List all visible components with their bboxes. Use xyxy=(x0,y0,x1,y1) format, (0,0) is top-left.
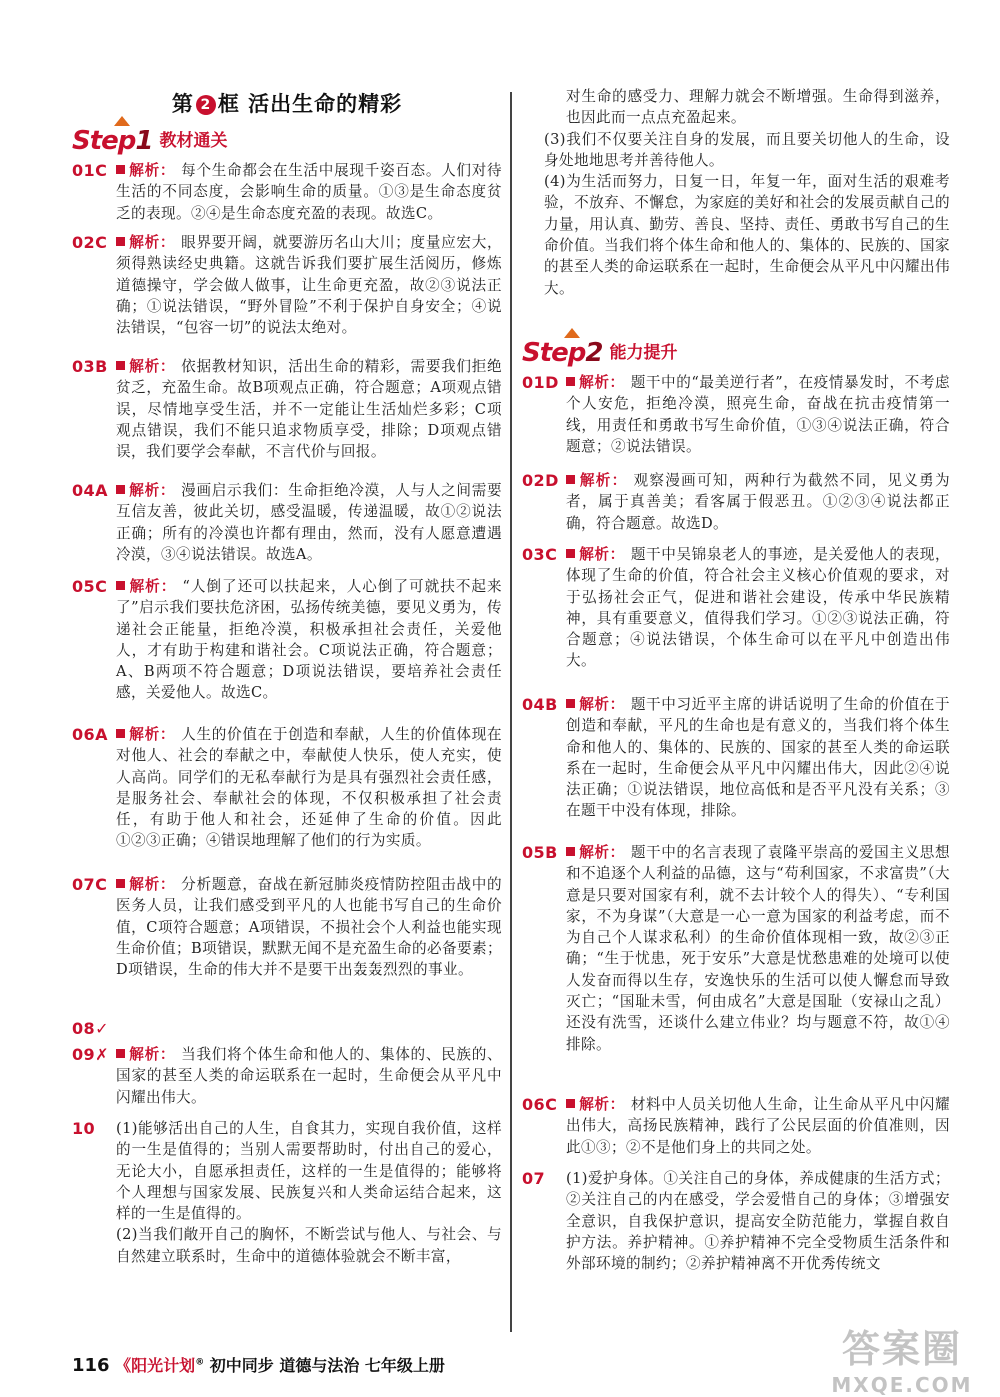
q-number: 05 xyxy=(522,843,546,862)
watermark xyxy=(812,1318,992,1397)
q10-part3: (3)我们不仅要关注自身的发展，而且要关切他人的生命，设身处地地思考并善待他人。 xyxy=(544,130,950,169)
jiexi-label: 解析： xyxy=(116,358,175,375)
q-answer: C xyxy=(95,577,108,596)
q-number: 01 xyxy=(522,373,546,392)
right-q03 xyxy=(522,544,950,672)
jiexi-label: 解析： xyxy=(116,1046,175,1063)
q10-part2: (2)当我们敞开自己的胸怀，不断尝试与他人、与社会、与自然建立联系时，生命中的道德体验就会不断丰富， xyxy=(116,1226,502,1265)
q-answer: C xyxy=(545,1095,558,1114)
left-q10 xyxy=(72,1118,502,1267)
q-number: 04 xyxy=(522,695,546,714)
page-number: 116 xyxy=(72,1355,110,1376)
q-answer: A xyxy=(95,481,108,500)
q-explanation: 依据教材知识，活出生命的精彩，需要我们拒绝贫乏，充盈生命。故B项观点正确，符合题意；A项观点错误，尽情地享受生活，并不一定能让生活灿烂多彩；C项观点错误，我们不能只追求物质享受，排除；D项观点错误，我们要学会奉献，不言代价与回报。 xyxy=(116,358,502,461)
jiexi-label: 解析： xyxy=(566,374,625,391)
q-answer: C xyxy=(95,875,108,894)
right-q10-cont xyxy=(522,86,950,299)
q-number: 05 xyxy=(72,577,96,596)
q-explanation: 漫画启示我们：生命拒绝冷漠，人与人之间需要互信友善，彼此关切，感受温暖，传递温暖，故①②说法正确；所有的冷漠也许都有理由，然而，没有人愿意遭遇冷漠，③④说法错误。故选A。 xyxy=(116,482,502,563)
step1-header xyxy=(72,126,228,156)
q-number: 02 xyxy=(522,471,546,490)
step2-num: 2 xyxy=(585,338,604,368)
q-number: 07 xyxy=(72,875,96,894)
q-answer: D xyxy=(545,471,559,490)
check-icon: ✓ xyxy=(95,1019,109,1038)
q-explanation: 题干中的“最美逆行者”，在疫情暴发时，不考虑个人安危，拒绝冷漠，照亮生命，奋战在抗击疫情第一线，用责任和勇敢书写生命价值，①③④说法正确，符合题意；②说法错误。 xyxy=(566,374,950,455)
q-number: 06 xyxy=(522,1095,546,1114)
q-answer: A xyxy=(95,725,108,744)
step-hat-icon xyxy=(114,116,130,126)
q-number: 03 xyxy=(522,545,546,564)
jiexi-label: 解析： xyxy=(566,844,625,861)
q-number: 01 xyxy=(72,161,96,180)
q-explanation: 题干中的名言表现了袁隆平崇高的爱国主义思想和不追逐个人利益的品德，这与“苟利国家，不求富贵”（大意是只要对国家有利，就不去计较个人的得失）、“专利国家，不为身谋”（大意是一心一意为国家的利益考虑，而不为自己个人谋求私利）的生命价值体现相一致，故②③正确；“生于忧患，死于安乐”大意是忧愁患难的处境可以使人发奋而得以生存，安逸快乐的生活可以使人懈怠而导致灭亡；“国耻未雪，何由成名”大意是国耻（安禄山之乱）还没有洗雪，还谈什么建立伟业？均与题意不符，故①④排除。 xyxy=(566,844,950,1053)
q-answer: B xyxy=(95,357,108,376)
left-q01 xyxy=(72,160,502,224)
step1-num: 1 xyxy=(135,126,154,156)
left-q02 xyxy=(72,232,502,338)
right-q05 xyxy=(522,842,950,1055)
jiexi-label: 解析： xyxy=(566,1096,625,1113)
q-number: 03 xyxy=(72,357,96,376)
q-answer: B xyxy=(545,695,558,714)
jiexi-label: 解析： xyxy=(116,726,175,743)
q10-part1: (1)能够活出自己的人生，自食其力，实现自我价值，这样的一生是值得的；当别人需要帮助时，付出自己的爱心，无论大小，自愿承担责任，这样的一生是值得的；能够将个人理想与国家发展、民族复兴和人类命运结合起来，这样的一生是值得的。 xyxy=(116,1120,502,1223)
right-q02 xyxy=(522,470,950,534)
brand-name: 阳光计划 xyxy=(131,1356,196,1375)
column-divider xyxy=(510,92,512,1332)
jiexi-label: 解析： xyxy=(566,696,625,713)
right-q04 xyxy=(522,694,950,822)
q-explanation: 题干中吴锦泉老人的事迹，是关爱他人的表现，体现了生命的价值，符合社会主义核心价值观的要求，对于弘扬社会正气，促进和谐社会建设，传承中华民族精神，具有重要意义，值得我们学习。①②③说法正确，符合题意；④说法错误，个体生命可以在平凡中创造出伟大。 xyxy=(566,546,950,670)
left-q05 xyxy=(72,576,502,704)
q-answer: C xyxy=(95,233,108,252)
step1-word: Step xyxy=(72,126,136,156)
jiexi-label: 解析： xyxy=(116,234,175,251)
double-arrow-icon: 《 xyxy=(115,1356,132,1375)
q-explanation: 眼界要开阔，就要游历名山大川；度量应宏大，须得熟读经史典籍。这就告诉我们要扩展生活阅历，修炼道德操守，学会做人做事，让生命更充盈，故②③说法正确；①说法错误，“野外冒险”不利于保护自身安全；④说法错误，“包容一切”的说法太绝对。 xyxy=(116,234,502,337)
q-explanation: 当我们将个体生命和他人的、集体的、民族的、国家的甚至人类的命运联系在一起时，生命便会从平凡中闪耀出伟大。 xyxy=(116,1046,502,1106)
q-answer: C xyxy=(545,545,558,564)
q-explanation: 分析题意，奋战在新冠肺炎疫情防控阻击战中的医务人员，让我们感受到平凡的人也能书写自己的生命价值，C项符合题意；A项错误，不损社会个人利益也能实现生命价值；B项错误，默默无闻不是充盈生命的必备要素；D项错误，生命的伟大并不是要干出轰轰烈烈的事业。 xyxy=(116,876,502,979)
q-answer: C xyxy=(95,161,108,180)
q10-part2-cont: 对生命的感受力、理解力就会不断增强。生命得到滋养，也因此而一点点充盈起来。 xyxy=(566,88,950,127)
q-explanation: 每个生命都会在生活中展现千姿百态。人们对待生活的不同态度，会影响生命的质量。①③是生命态度贫乏的表现。②④是生命态度充盈的表现。故选C。 xyxy=(116,162,502,222)
step2-word: Step xyxy=(522,338,586,368)
jiexi-label: 解析： xyxy=(116,482,175,499)
step2-label: 能力提升 xyxy=(609,343,678,363)
watermark-line2: MXQE.COM xyxy=(831,1373,973,1397)
q-explanation: 题干中习近平主席的讲话说明了生命的价值在于创造和奉献，平凡的生命也是有意义的，当我们将个体生命和他人的、集体的、民族的、国家的甚至人类的命运联系在一起时，生命便会从平凡中闪耀出伟大，因此②④说法正确；①说法错误，地位高低和是否平凡没有关系；③在题干中没有体现，排除。 xyxy=(566,696,950,820)
page-footer xyxy=(72,1353,445,1376)
left-q04 xyxy=(72,480,502,565)
right-q07 xyxy=(522,1168,950,1274)
q-answer: D xyxy=(545,373,559,392)
q-explanation: 人生的价值在于创造和奉献，人生的价值体现在对他人、社会的奉献之中，奉献使人快乐，使人充实，使人高尚。同学们的无私奉献行为是具有强烈社会责任感，是服务社会、奉献社会的体现，不仅积极承担了社会责任，有助于他人和社会，还延伸了生命的价值。因此①②③正确；④错误地理解了他们的行为实质。 xyxy=(116,726,502,850)
q10-part4: (4)为生活而努力，日复一日，年复一年，面对生活的艰难考验，不放弃、不懈怠，为家庭的美好和社会的发展贡献自己的力量，用认真、勤劳、善良、坚持、责任、勇敢书写自己的生命价值。当我们将个体生命和他人的、集体的、民族的、国家的甚至人类的命运联系在一起时，生命便会从平凡中闪耀出伟大。 xyxy=(544,173,950,297)
left-q06 xyxy=(72,724,502,852)
cross-icon: ✗ xyxy=(95,1045,109,1064)
q-number: 04 xyxy=(72,481,96,500)
step1-label: 教材通关 xyxy=(159,131,228,151)
jiexi-label: 解析： xyxy=(116,876,175,893)
q-number: 10 xyxy=(72,1119,96,1138)
q-answer: B xyxy=(545,843,558,862)
jiexi-label: 解析： xyxy=(116,162,175,179)
step2-header xyxy=(522,338,678,368)
left-q03 xyxy=(72,356,502,462)
left-q07 xyxy=(72,874,502,980)
jiexi-label: 解析： xyxy=(116,578,176,595)
step-hat-icon xyxy=(564,328,580,338)
registered-mark: ® xyxy=(195,1357,205,1368)
q-number: 07 xyxy=(522,1169,546,1188)
title-suffix: 框 活出生命的精彩 xyxy=(217,92,403,116)
q-number: 06 xyxy=(72,725,96,744)
title-badge: 2 xyxy=(196,95,216,115)
title-prefix: 第 xyxy=(171,92,194,116)
right-q01 xyxy=(522,372,950,457)
watermark-line1: 答案圈 xyxy=(841,1327,962,1371)
q-explanation: (1)爱护身体。①关注自己的身体，养成健康的生活方式；②关注自己的内在感受，学会爱惜自己的身体；③增强安全意识，自我保护意识，提高安全防范能力，掌握自救自护方法。养护精神。①养护精神不完全受物质生活条件和外部环境的制约；②养护精神离不开优秀传统文 xyxy=(566,1170,950,1273)
left-q09 xyxy=(72,1044,502,1108)
book-title: 初中同步 道德与法治 七年级上册 xyxy=(209,1356,445,1375)
q-number: 09 xyxy=(72,1045,96,1064)
right-q06 xyxy=(522,1094,950,1158)
q-explanation: 材料中人员关切他人生命，让生命从平凡中闪耀出伟大，高扬民族精神，践行了公民层面的价值准则，因此①③；②不是他们身上的共同之处。 xyxy=(566,1096,950,1156)
page-title xyxy=(72,88,502,118)
jiexi-label: 解析： xyxy=(566,472,627,489)
q-number: 02 xyxy=(72,233,96,252)
q-explanation: “人倒了还可以扶起来，人心倒了可就扶不起来了”启示我们要扶危济困，弘扬传统美德，要见义勇为，传递社会正能量，拒绝冷漠，积极承担社会责任，关爱他人，才有助于构建和谐社会。C项说法正确，符合题意；A、B两项不符合题意；D项说法错误，要培养社会责任感，关爱他人。故选C。 xyxy=(116,578,502,702)
q-number: 08 xyxy=(72,1019,96,1038)
jiexi-label: 解析： xyxy=(566,546,625,563)
q-explanation: 观察漫画可知，两种行为截然不同，见义勇为者，属于真善美；看客属于假恶丑。①②③④说法都正确，符合题意。故选D。 xyxy=(566,472,950,532)
